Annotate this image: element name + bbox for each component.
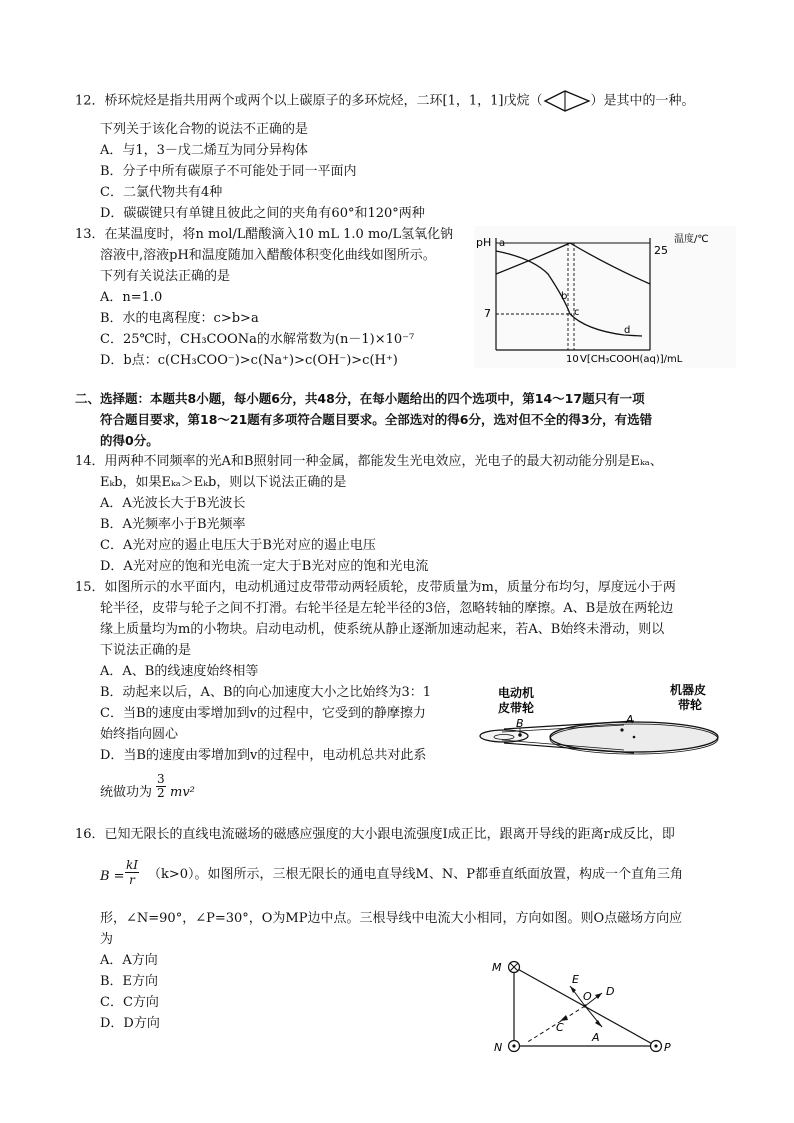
q15-machine-label-1: 机器皮 — [670, 683, 707, 697]
q13-point-a: a — [499, 238, 506, 249]
q16-stem-line-4: 为 — [100, 932, 114, 947]
q15-stem-line-1: 15．如图所示的水平面内，电动机通过皮带带动两轻质轮，皮带质量为m，质量分布均匀，厚度远小于两 — [75, 580, 676, 595]
q16-label-m: M — [492, 961, 502, 974]
q16-wire-figure — [486, 953, 686, 1063]
q16-stem-line-1: 16．已知无限长的直线电流磁场的磁感应强度的大小跟电流强度I成正比，跟离开导线的距离r成反比，即 — [75, 827, 675, 842]
q15-machine-label-2: 带轮 — [678, 698, 703, 712]
q13-point-b: b — [561, 291, 568, 302]
q13-point-c: c — [574, 307, 580, 318]
q16-formula-num: kI — [126, 858, 139, 872]
q16-label-p: P — [664, 1041, 671, 1054]
q12-stem — [75, 90, 695, 112]
q16-stem-line-2: （k>0）。如图所示，三根无限长的通电直导线M、N、P都垂直纸面放置，构成一个直角三角 — [148, 867, 683, 882]
q16-label-c: C — [556, 1021, 564, 1034]
q13-y-left-label: pH — [476, 236, 492, 249]
q15-fraction-den: 2 — [157, 786, 165, 800]
q15-option-a: A．A、B的线速度始终相等 — [100, 664, 259, 679]
q12-option-d: D．碳碳键只有单键且彼此之间的夹角有60°和120°两种 — [100, 206, 425, 221]
q12-option-c: C．二氯代物共有4种 — [100, 185, 223, 200]
q16-formula-fraction — [125, 858, 139, 887]
q14-option-b: B．A光频率小于B光频率 — [100, 517, 246, 532]
q15-option-c-line-2: 始终指向圆心 — [100, 727, 179, 742]
q16-option-c: C．C方向 — [100, 995, 159, 1010]
q12-option-a: A．与1，3－戊二烯互为同分异构体 — [100, 143, 308, 158]
q13-x10: 10 — [566, 354, 579, 365]
q15-option-c-line-1: C．当B的速度由零增加到v的过程中，它受到的静摩擦力 — [100, 706, 426, 721]
q15-point-b: B — [516, 717, 524, 730]
q15-option-d-line-1: D．当B的速度由零增加到v的过程中，电动机总共对此系 — [100, 748, 427, 763]
q15-fraction-num: 3 — [157, 772, 165, 786]
q13-option-b: B．水的电离程度：c>b>a — [100, 311, 259, 326]
q16-formula-den: r — [129, 873, 135, 887]
q13-x-label: V[CH₃COOH(aq)]/mL — [580, 354, 683, 365]
q13-option-c: C．25℃时，CH₃COONa的水解常数为(n－1)×10⁻⁷ — [100, 332, 415, 347]
q16-option-b: B．E方向 — [100, 974, 159, 989]
q15-option-b: B．动起来以后，A、B的向心加速度大小之比始终为3：1 — [100, 685, 432, 700]
q15-stem-line-3: 缘上质量均为m的小物块。启动电动机，使系统从静止逐渐加速动起来，若A、B始终未滑动，则以 — [100, 622, 665, 637]
q15-option-d-line-2: 统做功为 — [100, 785, 153, 800]
q15-stem-line-2: 轮半径，皮带与轮子之间不打滑。右轮半径是左轮半径的3倍，忽略转轴的摩擦。A、B是放在两轮边 — [100, 601, 674, 616]
q13-y-right-label: 温度/℃ — [674, 234, 709, 245]
q16-label-n: N — [494, 1041, 503, 1054]
q15-motor-label-1: 电动机 — [498, 686, 535, 700]
q15-point-a: A — [626, 713, 634, 726]
q13-t25: 25 — [654, 244, 668, 257]
q16-option-a: A．A方向 — [100, 953, 158, 968]
q14-stem-line-1: 14．用两种不同频率的光A和B照射同一种金属，都能发生光电效应，光电子的最大初动能分别是Eₖₐ、 — [75, 454, 663, 469]
q16-label-o: O — [583, 990, 592, 1003]
q13-option-a: A．n=1.0 — [100, 290, 163, 305]
q15-belt-figure — [474, 680, 736, 762]
q16-stem-line-3: 形，∠N=90°，∠P=30°，O为MP边中点。三根导线中电流大小相同，方向如图。则O点磁场方向应 — [100, 911, 683, 926]
q12-stem-a: 12．桥环烷烃是指共用两个或两个以上碳原子的多环烷烃，二环[1，1，1]戊烷（ — [75, 93, 543, 109]
q14-option-d: D．A光对应的饱和光电流一定大于B光对应的饱和光电流 — [100, 559, 429, 574]
q13-ph7: 7 — [484, 307, 491, 320]
q14-option-a: A．A光波长大于B光波长 — [100, 496, 246, 511]
q16-option-d: D．D方向 — [100, 1016, 160, 1031]
section2-line-1: 二、选择题：本题共8小题，每小题6分，共48分，在每小题给出的四个选项中，第14～17题只有一项 — [75, 391, 645, 406]
section2-line-2: 符合题目要求，第18～21题有多项符合题目要求。全部选对的得6分，选对但不全的得3分，有选错 — [100, 412, 653, 427]
q12-stem-b: ）是其中的一种。 — [590, 93, 695, 109]
q13-option-d: D．b点：c(CH₃COO⁻)>c(Na⁺)>c(OH⁻)>c(H⁺) — [100, 353, 398, 368]
q15-motor-label-2: 皮带轮 — [498, 701, 535, 715]
section2-line-3: 的得0分。 — [100, 433, 159, 448]
q12-option-b: B．分子中所有碳原子不可能处于同一平面内 — [100, 164, 357, 179]
q13-stem-line-2: 溶液中,溶液pH和温度随加入醋酸体积变化曲线如图所示。 — [100, 248, 436, 263]
bicyclopentane-structure-icon — [543, 90, 591, 112]
q13-stem-line-1: 13．在某温度时，将n mol/L醋酸滴入10 mL 1.0 mo/L氢氧化钠 — [75, 227, 454, 242]
q15-fraction-tail: mv² — [170, 785, 195, 800]
q16-formula-lhs: B = — [100, 869, 125, 884]
q16-label-e: E — [572, 973, 579, 986]
q13-point-d: d — [624, 325, 631, 336]
q14-stem-line-2: Eₖb，如果Eₖₐ＞Eₖb，则以下说法正确的是 — [100, 475, 347, 490]
q15-stem-line-4: 下说法正确的是 — [100, 643, 192, 658]
q14-option-c: C．A光对应的遏止电压大于B光对应的遏止电压 — [100, 538, 376, 553]
q12-ask: 下列关于该化合物的说法不正确的是 — [100, 122, 309, 137]
q13-titration-graph — [474, 226, 736, 368]
q15-fraction — [156, 773, 166, 800]
q16-label-d: D — [606, 985, 615, 998]
q13-stem-line-3: 下列有关说法正确的是 — [100, 269, 231, 284]
q16-label-a: A — [592, 1031, 600, 1044]
